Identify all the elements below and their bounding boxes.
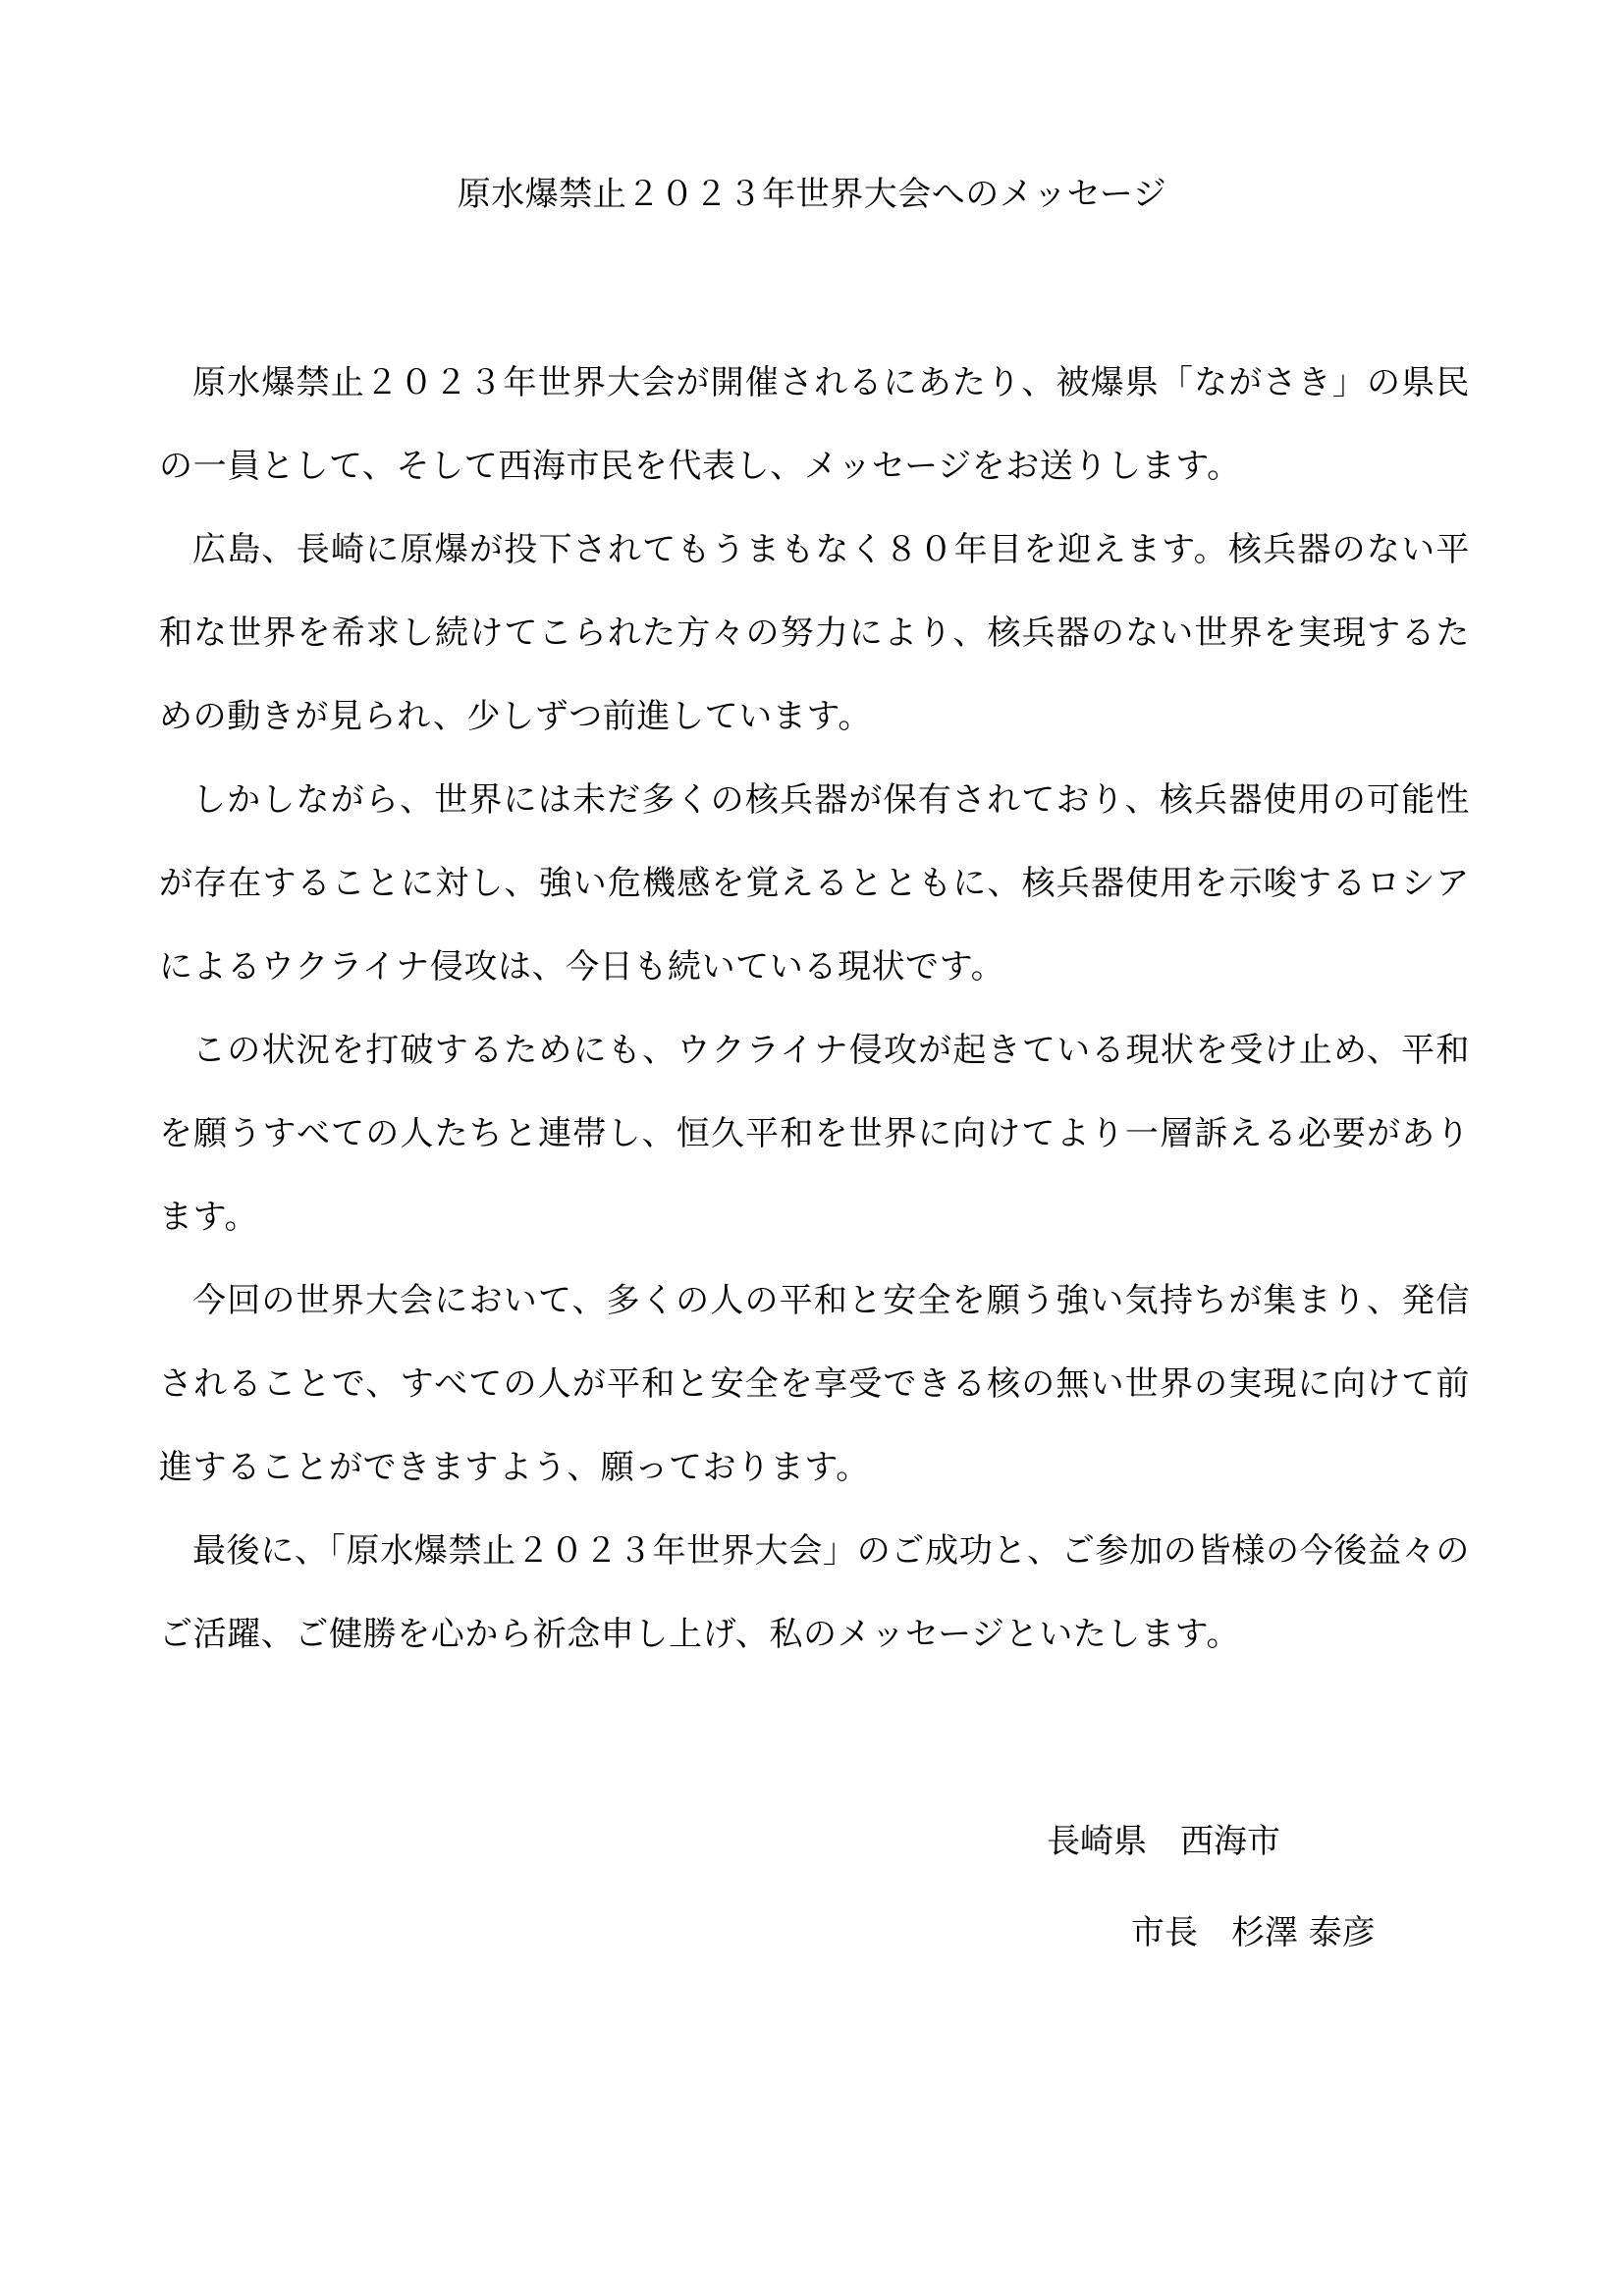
paragraph: しかしながら、世界には未だ多くの核兵器が保有されており、核兵器使用の可能性が存在することに対し、強い危機感を覚えるとともに、核兵器使用を示唆するロシアによるウクライナ侵攻は、今日も続いている現状です。 [159, 780, 1470, 987]
paragraph: 最後に、「原水爆禁止２０２３年世界大会」のご成功と、ご参加の皆様の今後益々のご活躍、ご健勝を心から祈念申し上げ、私のメッセージといたします。 [159, 1531, 1470, 1654]
signature-organization: 長崎県 西海市 [1047, 1822, 1280, 1861]
paragraph: 原水爆禁止２０２３年世界大会が開催されるにあたり、被爆県「ながさき」の県民の一員として、そして西海市民を代表し、メッセージをお送りします。 [159, 363, 1470, 486]
paragraph: 今回の世界大会において、多くの人の平和と安全を願う強い気持ちが集まり、発信されることで、すべての人が平和と安全を享受できる核の無い世界の実現に向けて前進することができますよう、願っております。 [159, 1281, 1470, 1487]
signature-name: 市長 杉澤 泰彦 [1131, 1913, 1376, 1952]
paragraph: 広島、長崎に原爆が投下されてもうまもなく８０年目を迎えます。核兵器のない平和な世界を希求し続けてこられた方々の努力により、核兵器のない世界を実現するための動きが見られ、少しずつ前進しています。 [159, 530, 1470, 736]
document-title: 原水爆禁止２０２３年世界大会へのメッセージ [457, 175, 1167, 214]
message-body [159, 342, 1470, 1677]
paragraph: この状況を打破するためにも、ウクライナ侵攻が起きている現状を受け止め、平和を願うすべての人たちと連帯し、恒久平和を世界に向けてより一層訴える必要があります。 [159, 1031, 1470, 1237]
